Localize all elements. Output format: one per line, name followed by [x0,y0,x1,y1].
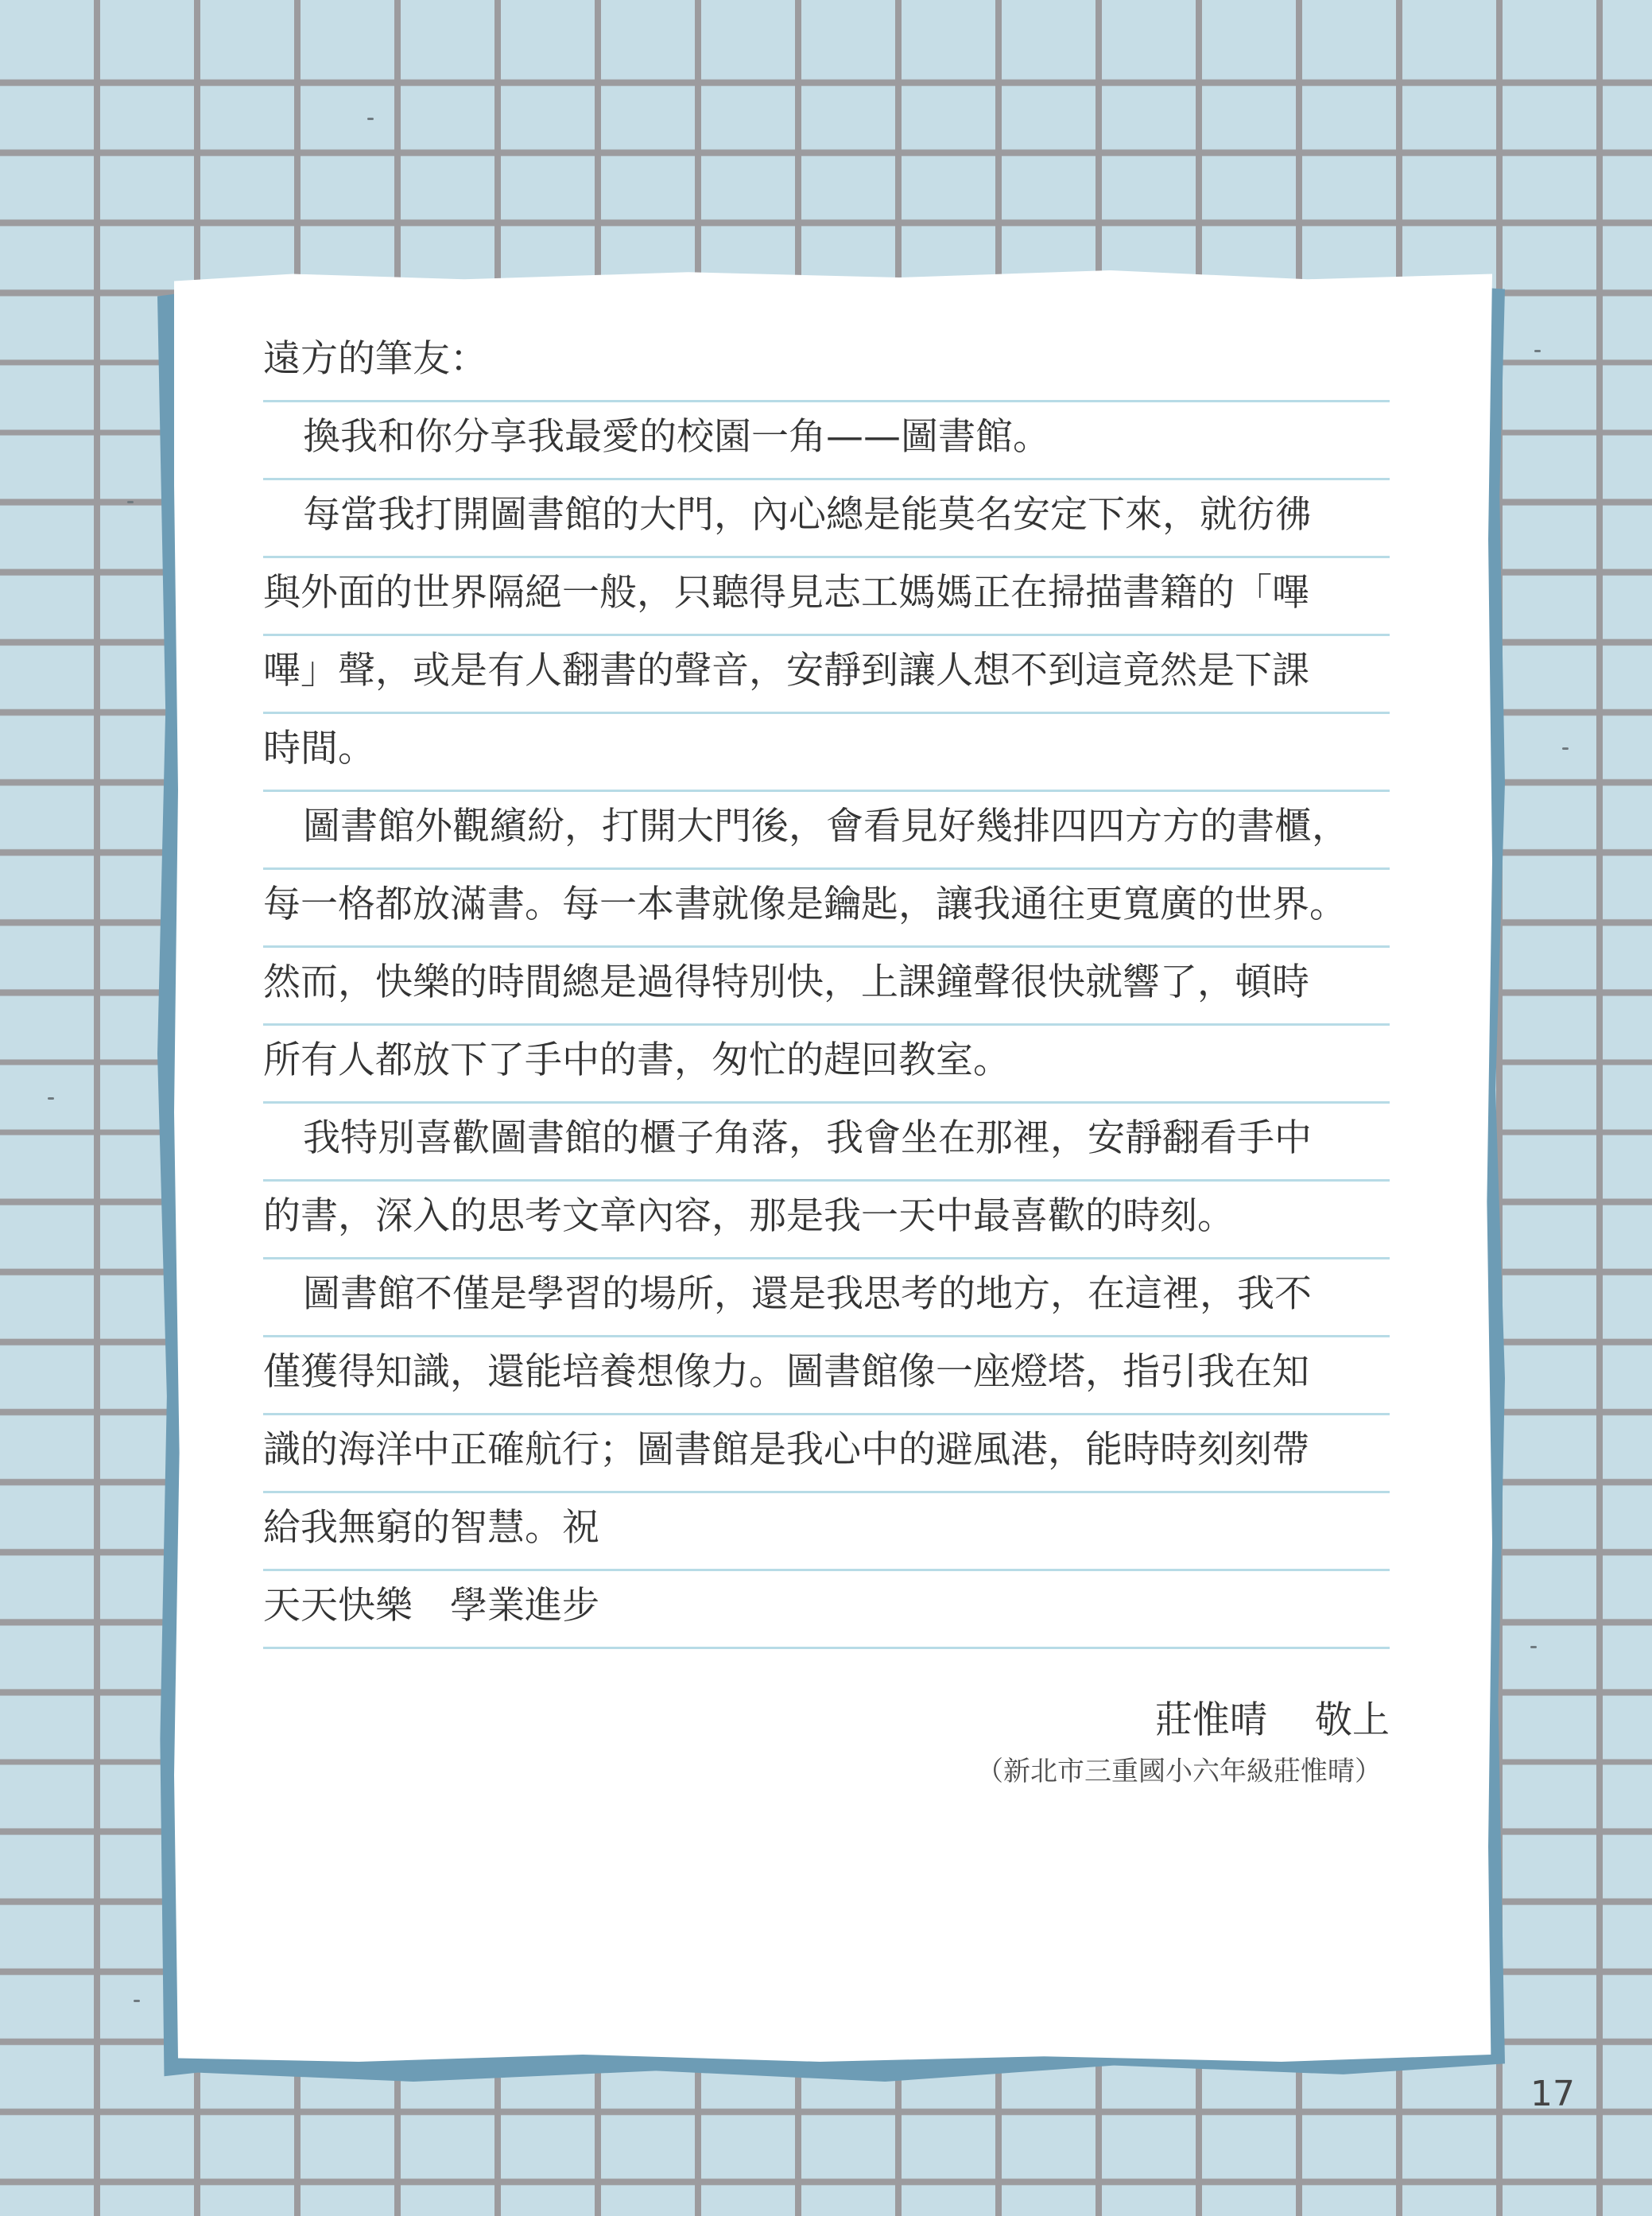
background-speck [1534,350,1541,352]
letter-line: 僅獲得知識，還能培養想像力。圖書館像一座燈塔，指引我在知 [263,1337,1390,1415]
letter-line: 每一格都放滿書。每一本書就像是鑰匙，讓我通往更寬廣的世界。 [263,870,1390,948]
letter-line: 天天快樂 學業進步 [263,1571,1390,1649]
letter-line: 換我和你分享我最愛的校園一角——圖書館。 [263,402,1390,480]
letter-line: 識的海洋中正確航行；圖書館是我心中的避風港，能時時刻刻帶 [263,1415,1390,1493]
letter-body [263,324,1390,1649]
background-speck [134,2000,140,2002]
author-note: （新北市三重國小六年級莊惟晴） [976,1756,1382,1787]
letter-line: 嗶」聲，或是有人翻書的聲音，安靜到讓人想不到這竟然是下課 [263,636,1390,714]
background-speck [48,1097,54,1100]
letter-line: 時間。 [263,714,1390,792]
letter-line: 圖書館外觀繽紛，打開大門後，會看見好幾排四四方方的書櫃， [263,792,1390,870]
signature-name: 莊惟晴 [1155,1698,1267,1742]
letter-line: 所有人都放下了手中的書，匆忙的趕回教室。 [263,1026,1390,1104]
letter-line: 給我無窮的智慧。祝 [263,1493,1390,1571]
letter-line: 我特別喜歡圖書館的櫃子角落，我會坐在那裡，安靜翻看手中 [263,1104,1390,1182]
letter-line: 與外面的世界隔絕一般，只聽得見志工媽媽正在掃描書籍的「嗶 [263,558,1390,636]
background-speck [1562,747,1569,750]
letter-line: 每當我打開圖書館的大門，內心總是能莫名安定下來，就彷彿 [263,480,1390,558]
background-speck [1530,1646,1537,1648]
letter-greeting: 遠方的筆友： [263,324,1390,402]
background-speck [367,118,374,120]
letter-line: 的書，深入的思考文章內容，那是我一天中最喜歡的時刻。 [263,1182,1390,1259]
background-speck [127,501,134,503]
letter-line: 然而，快樂的時間總是過得特別快，上課鐘聲很快就響了，頓時 [263,948,1390,1026]
signature [1155,1697,1390,1744]
page-number: 17 [1530,2074,1575,2114]
signature-closing: 敬上 [1315,1698,1390,1742]
letter-line: 圖書館不僅是學習的場所，還是我思考的地方，在這裡，我不 [263,1259,1390,1337]
